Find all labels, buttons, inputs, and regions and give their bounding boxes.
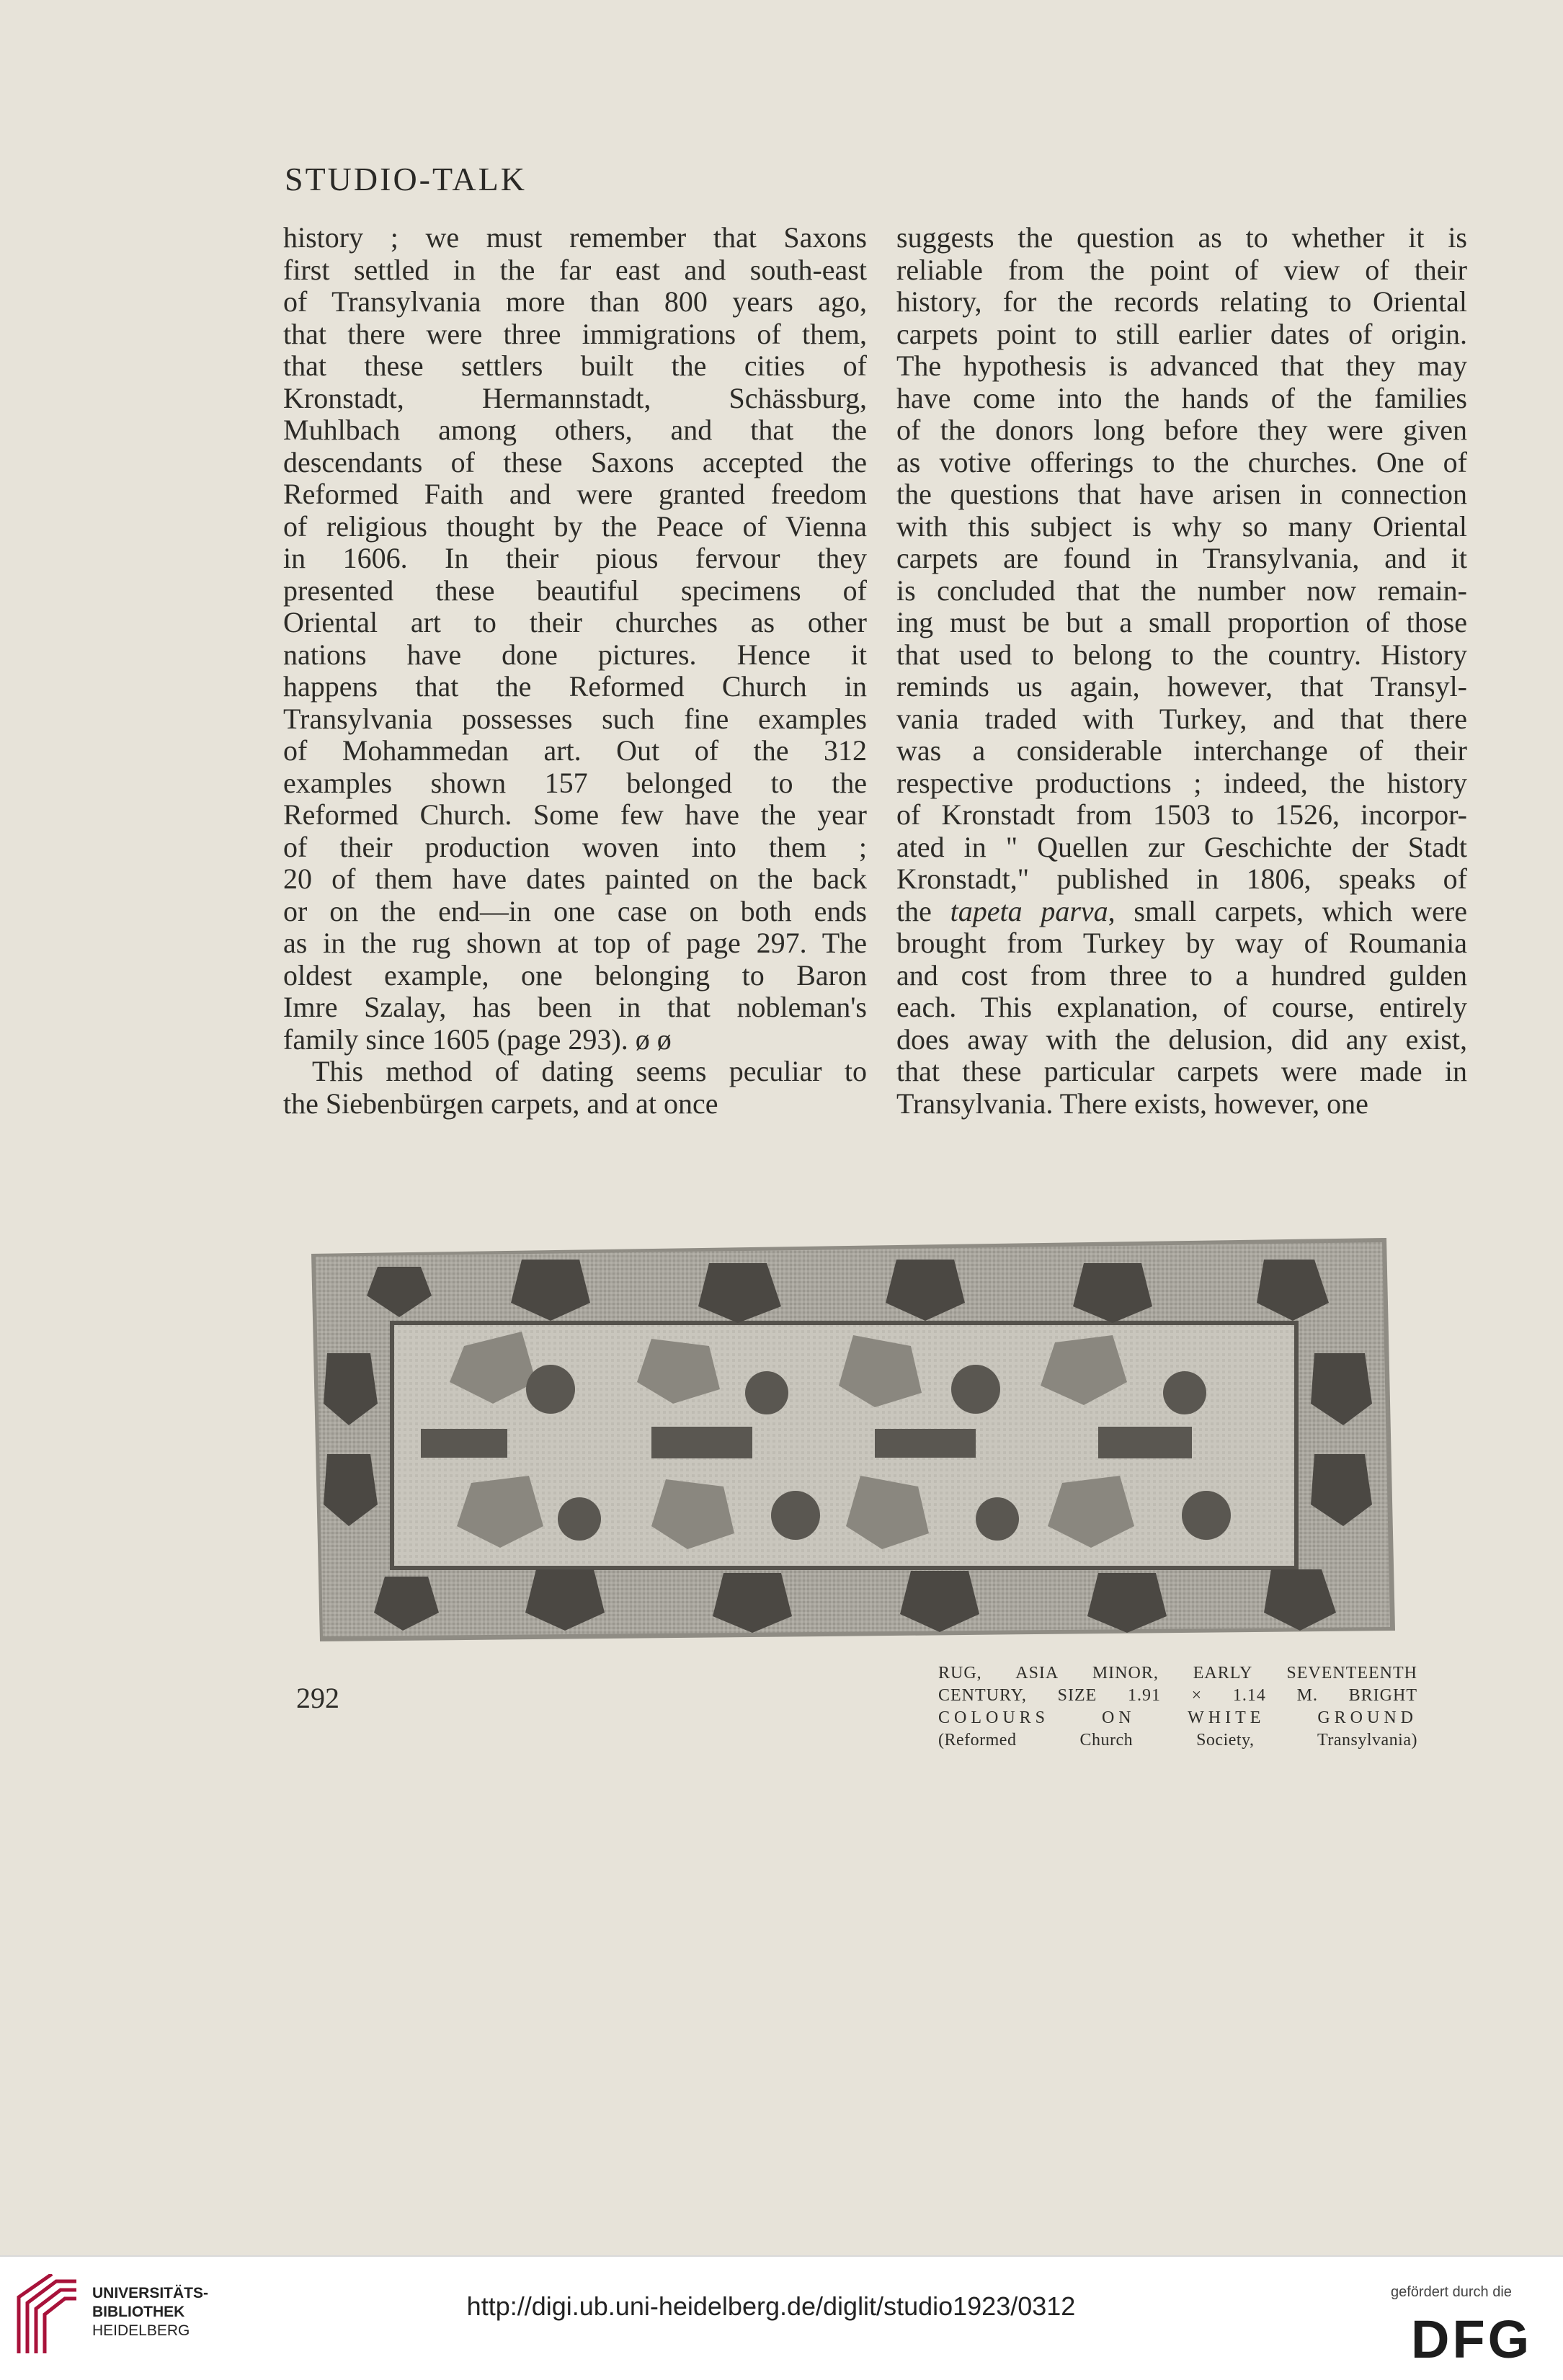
right-column-line: suggests the question as to whether it is <box>896 222 1467 254</box>
right-column-line: brought from Turkey by way of Roumania <box>896 927 1467 959</box>
right-column-line: of Kronstadt from 1503 to 1526, incorpor- <box>896 799 1467 831</box>
left-column-line: examples shown 157 belonged to the <box>283 767 867 799</box>
left-column-line: happens that the Reformed Church in <box>283 671 867 703</box>
viewer-footer <box>0 2255 1563 2380</box>
right-column-line: was a considerable interchange of their <box>896 735 1467 767</box>
left-text-column <box>283 222 867 1120</box>
running-header: STUDIO-TALK <box>285 161 527 197</box>
caption-line: CENTURY, SIZE 1.91 × 1.14 M. BRIGHT <box>938 1686 1417 1705</box>
right-column-line: respective productions ; indeed, the history <box>896 767 1467 799</box>
left-column-line: Reformed Faith and were granted freedom <box>283 478 867 510</box>
right-column-line: reliable from the point of view of their <box>896 254 1467 286</box>
figure-caption <box>938 1662 1417 1752</box>
left-column-line: Kronstadt, Hermannstadt, Schässburg, <box>283 382 867 414</box>
dfg-logo: DFG <box>1411 2309 1533 2369</box>
right-column-line: that these particular carpets were made in <box>896 1056 1467 1087</box>
library-name-line: HEIDELBERG <box>92 2322 190 2339</box>
left-column-line: of their production woven into them ; <box>283 831 867 863</box>
right-column-line: reminds us again, however, that Transyl- <box>896 671 1467 703</box>
left-column-line: family since 1605 (page 293). ø ø <box>283 1023 672 1056</box>
right-column-line: that used to belong to the country. History <box>896 638 1467 671</box>
rug-photograph <box>306 1238 1397 1641</box>
caption-line: (Reformed Church Society, Transylvania) <box>938 1731 1417 1750</box>
right-column-line: with this subject is why so many Oriental <box>896 510 1467 543</box>
right-column-line: is concluded that the number now remain- <box>896 574 1467 607</box>
left-column-line: in 1606. In their pious fervour they <box>283 543 867 574</box>
left-column-line: oldest example, one belonging to Baron <box>283 959 867 991</box>
left-column-line: that these settlers built the cities of <box>283 350 867 382</box>
right-column-line: The hypothesis is advanced that they may <box>896 350 1467 382</box>
left-column-line: that there were three immigrations of them, <box>283 318 867 350</box>
right-column-line: Kronstadt," published in 1806, speaks of <box>896 863 1467 895</box>
right-column-line: history, for the records relating to Oriental <box>896 286 1467 318</box>
right-column-line: and cost from three to a hundred gulden <box>896 959 1467 991</box>
right-column-line: ing must be but a small proportion of those <box>896 607 1467 638</box>
permalink-url[interactable]: http://digi.ub.uni-heidelberg.de/diglit/studio1923/0312 <box>466 2291 1076 2321</box>
left-column-line: Imre Szalay, has been in that nobleman's <box>283 991 867 1023</box>
right-column-line: vania traded with Turkey, and that there <box>896 703 1467 735</box>
left-column-line: of Mohammedan art. Out of the 312 <box>283 735 867 767</box>
library-logo-icon <box>13 2274 79 2361</box>
left-column-line: history ; we must remember that Saxons <box>283 222 867 254</box>
left-column-line: Muhlbach among others, and that the <box>283 414 867 446</box>
left-column-line: Transylvania possesses such fine examples <box>283 703 867 735</box>
left-column-line: This method of dating seems peculiar to <box>312 1056 867 1087</box>
right-column-line: as votive offerings to the churches. One of <box>896 446 1467 478</box>
left-column-line: the Siebenbürgen carpets, and at once <box>283 1087 718 1120</box>
left-column-line: descendants of these Saxons accepted the <box>283 446 867 478</box>
left-column-line: 20 of them have dates painted on the back <box>283 863 867 895</box>
right-text-column <box>896 222 1467 1120</box>
left-column-line: Oriental art to their churches as other <box>283 607 867 638</box>
page-number: 292 <box>296 1682 339 1714</box>
library-name-line: UNIVERSITÄTS- <box>92 2285 209 2301</box>
right-column-line: does away with the delusion, did any exist, <box>896 1023 1467 1056</box>
right-column-line: have come into the hands of the families <box>896 382 1467 414</box>
right-column-line: Transylvania. There exists, however, one <box>896 1087 1368 1120</box>
right-column-line: the questions that have arisen in connection <box>896 478 1467 510</box>
library-name <box>92 2284 208 2340</box>
right-column-line: of the donors long before they were given <box>896 414 1467 446</box>
left-column-line: Reformed Church. Some few have the year <box>283 799 867 831</box>
right-column-line: each. This explanation, of course, entirely <box>896 991 1467 1023</box>
left-column-line: of Transylvania more than 800 years ago, <box>283 286 867 318</box>
right-column-line: the tapeta parva, small carpets, which were <box>896 895 1467 927</box>
right-column-line: carpets point to still earlier dates of origin. <box>896 318 1467 350</box>
left-column-line: of religious thought by the Peace of Vienna <box>283 510 867 543</box>
left-column-line: as in the rug shown at top of page 297. The <box>283 927 867 959</box>
left-column-line: or on the end—in one case on both ends <box>283 895 867 927</box>
right-column-line: ated in " Quellen zur Geschichte der Stadt <box>896 831 1467 863</box>
caption-line: COLOURS ON WHITE GROUND <box>938 1708 1417 1727</box>
library-name-line: BIBLIOTHEK <box>92 2304 185 2320</box>
funding-note: gefördert durch die <box>1391 2284 1512 2300</box>
left-column-line: first settled in the far east and south-east <box>283 254 867 286</box>
left-column-line: nations have done pictures. Hence it <box>283 638 867 671</box>
caption-line: RUG, ASIA MINOR, EARLY SEVENTEENTH <box>938 1664 1417 1683</box>
left-column-line: presented these beautiful specimens of <box>283 574 867 607</box>
right-column-line: carpets are found in Transylvania, and it <box>896 543 1467 574</box>
